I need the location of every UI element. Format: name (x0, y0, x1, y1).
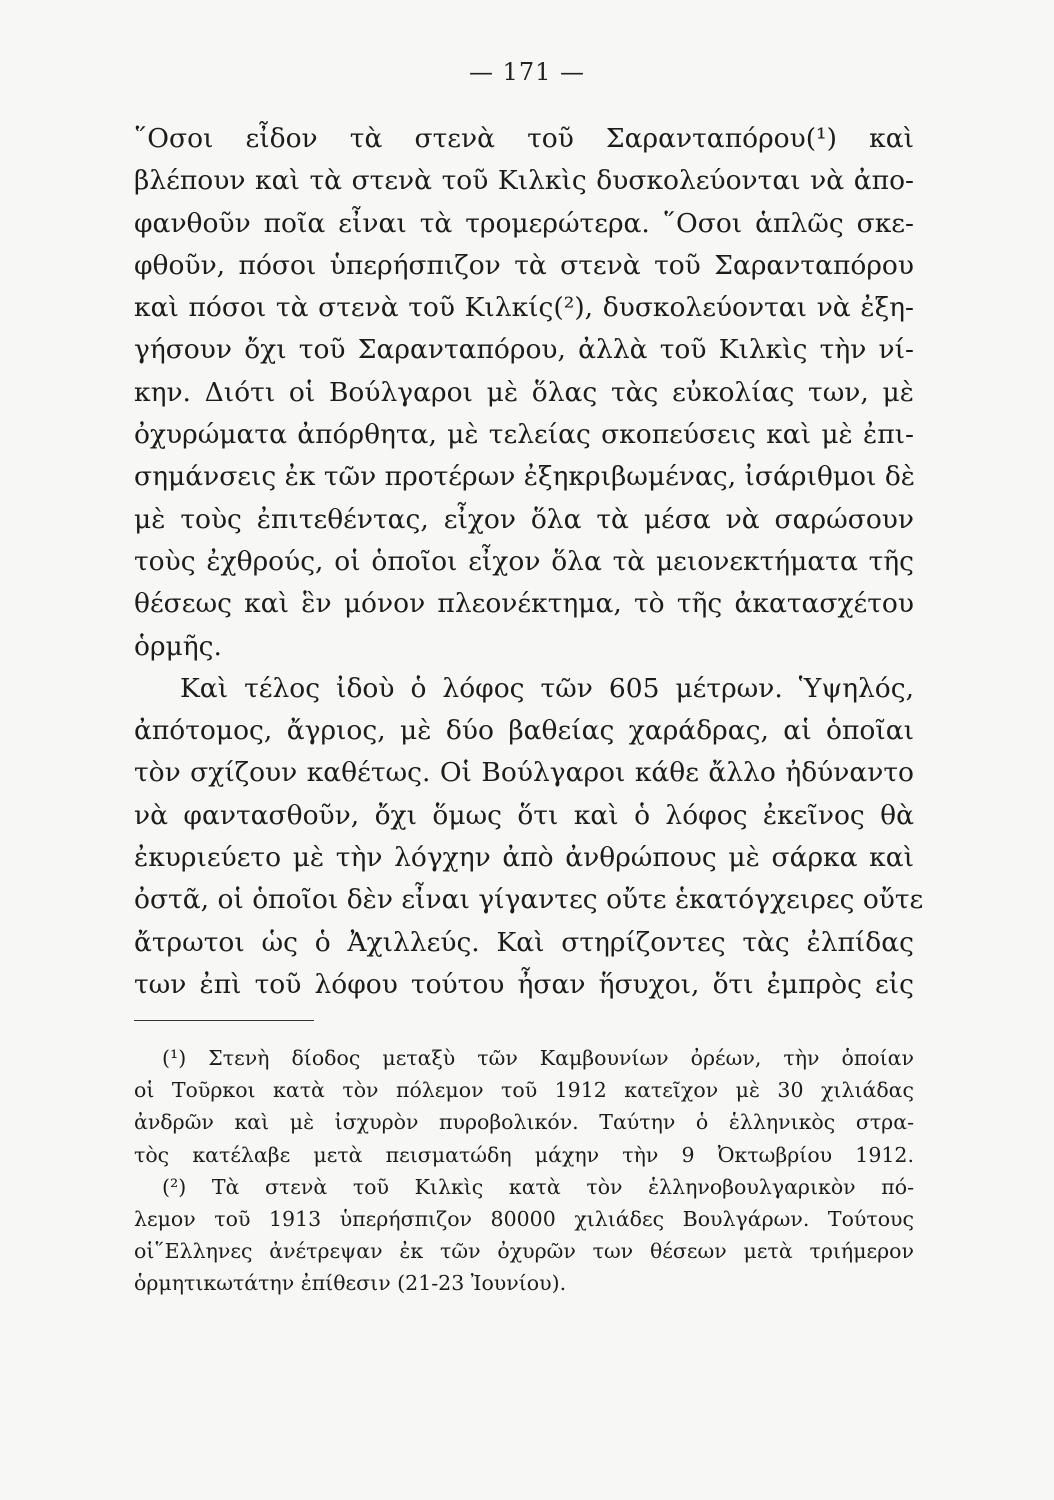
footnote-line: λεμον τοῦ 1913 ὑπερήσπιζον 80000 χιλιάδες Βουλγάρων. Τούτους (134, 1206, 914, 1231)
footnote-2 (134, 1171, 914, 1300)
text-line: νὰ φαντασθοῦν, ὄχι ὅμως ὅτι καὶ ὁ λόφος ἐκεῖνος θὰ (134, 799, 914, 831)
text-line: ὀστᾶ, οἱ ὁποῖοι δὲν εἶναι γίγαντες οὔτε ἑκατόγχειρες οὔτε (134, 884, 924, 916)
footnote-line: οἱ Τοῦρκοι κατὰ τὸν πόλεμον τοῦ 1912 κατεῖχον μὲ 30 χιλιάδας (134, 1078, 914, 1103)
text-line: θέσεως καὶ ἓν μόνον πλεονέκτημα, τὸ τῆς ἀκατασχέτου (134, 588, 914, 620)
text-line: ἄτρωτοι ὡς ὁ Ἀχιλλεύς. Καὶ στηρίζοντες τὰς ἐλπίδας (134, 926, 914, 958)
footnotes (134, 1042, 914, 1300)
text-line: ἐκυριεύετο μὲ τὴν λόγχην ἀπὸ ἀνθρώπους μὲ σάρκα καὶ (134, 842, 914, 874)
footnote-line: οἱ῞Ελληνες ἀνέτρεψαν ἐκ τῶν ὀχυρῶν των θέσεων μετὰ τριήμερον (134, 1239, 914, 1264)
text-line: ἀπότομος, ἄγριος, μὲ δύο βαθείας χαράδρας, αἱ ὁποῖαι (134, 715, 914, 747)
text-line: των ἐπὶ τοῦ λόφου τούτου ἦσαν ἥσυχοι, ὅτι ἐμπρὸς εἰς (134, 968, 914, 1000)
text-line: καὶ πόσοι τὰ στενὰ τοῦ Κιλκίς(²), δυσκολεύονται νὰ ἐξη- (134, 292, 914, 324)
text-line: τοὺς ἐχθρούς, οἱ ὁποῖοι εἶχον ὅλα τὰ μειονεκτήματα τῆς (134, 545, 914, 577)
text-line: σημάνσεις ἐκ τῶν προτέρων ἐξηκριβωμένας, ἰσάριθμοι δὲ (134, 461, 915, 493)
footnote-line: τὸς κατέλαβε μετὰ πεισματώδη μάχην τὴν 9 Ὀκτωβρίου 1912. (134, 1142, 914, 1167)
text-line: Καὶ τέλος ἰδοὺ ὁ λόφος τῶν 605 μέτρων. Ὑψηλός, (180, 672, 914, 704)
text-line: κην. Διότι οἱ Βούλγαροι μὲ ὅλας τὰς εὐκολίας των, μὲ (134, 376, 914, 408)
text-line: φθοῦν, πόσοι ὑπερήσπιζον τὰ στενὰ τοῦ Σαρανταπόρου (134, 249, 914, 281)
text-line: βλέπουν καὶ τὰ στενὰ τοῦ Κιλκὶς δυσκολεύονται νὰ ἀπο- (134, 165, 914, 197)
footnote-1 (134, 1042, 914, 1171)
page-number: — 171 — (468, 58, 586, 86)
text-line: μὲ τοὺς ἐπιτεθέντας, εἶχον ὅλα τὰ μέσα νὰ σαρώσουν (134, 503, 914, 535)
text-line: ῞Οσοι εἶδον τὰ στενὰ τοῦ Σαρανταπόρου(¹) καὶ (134, 123, 914, 154)
text-line: τὸν σχίζουν καθέτως. Οἱ Βούλγαροι κάθε ἄλλο ἠδύναντο (134, 757, 914, 789)
text-line: γήσουν ὄχι τοῦ Σαρανταπόρου, ἀλλὰ τοῦ Κιλκὶς τὴν νί- (134, 334, 914, 366)
paragraph-1 (134, 118, 914, 668)
paragraph-2 (134, 668, 924, 1006)
footnote-divider (134, 1020, 314, 1021)
footnote-line: ὁρμητικωτάτην ἐπίθεσιν (21-23 Ἰουνίου). (134, 1271, 567, 1296)
text-line: φανθοῦν ποῖα εἶναι τὰ τρομερώτερα. ῞Οσοι ἁπλῶς σκε- (134, 207, 914, 239)
footnote-line: ἀνδρῶν καὶ μὲ ἰσχυρὸν πυροβολικόν. Ταύτην ὁ ἑλληνικὸς στρα- (134, 1110, 914, 1135)
text-line: ὀχυρώματα ἀπόρθητα, μὲ τελείας σκοπεύσεις καὶ μὲ ἐπι- (134, 419, 914, 451)
footnote-line: (²) Τὰ στενὰ τοῦ Κιλκὶς κατὰ τὸν ἑλληνοβουλγαρικὸν πό- (162, 1174, 914, 1199)
footnote-line: (¹) Στενὴ δίοδος μεταξὺ τῶν Καμβουνίων ὀρέων, τὴν ὁποίαν (162, 1046, 914, 1070)
text-line: ὁρμῆς. (134, 630, 222, 662)
main-text (134, 118, 924, 1006)
